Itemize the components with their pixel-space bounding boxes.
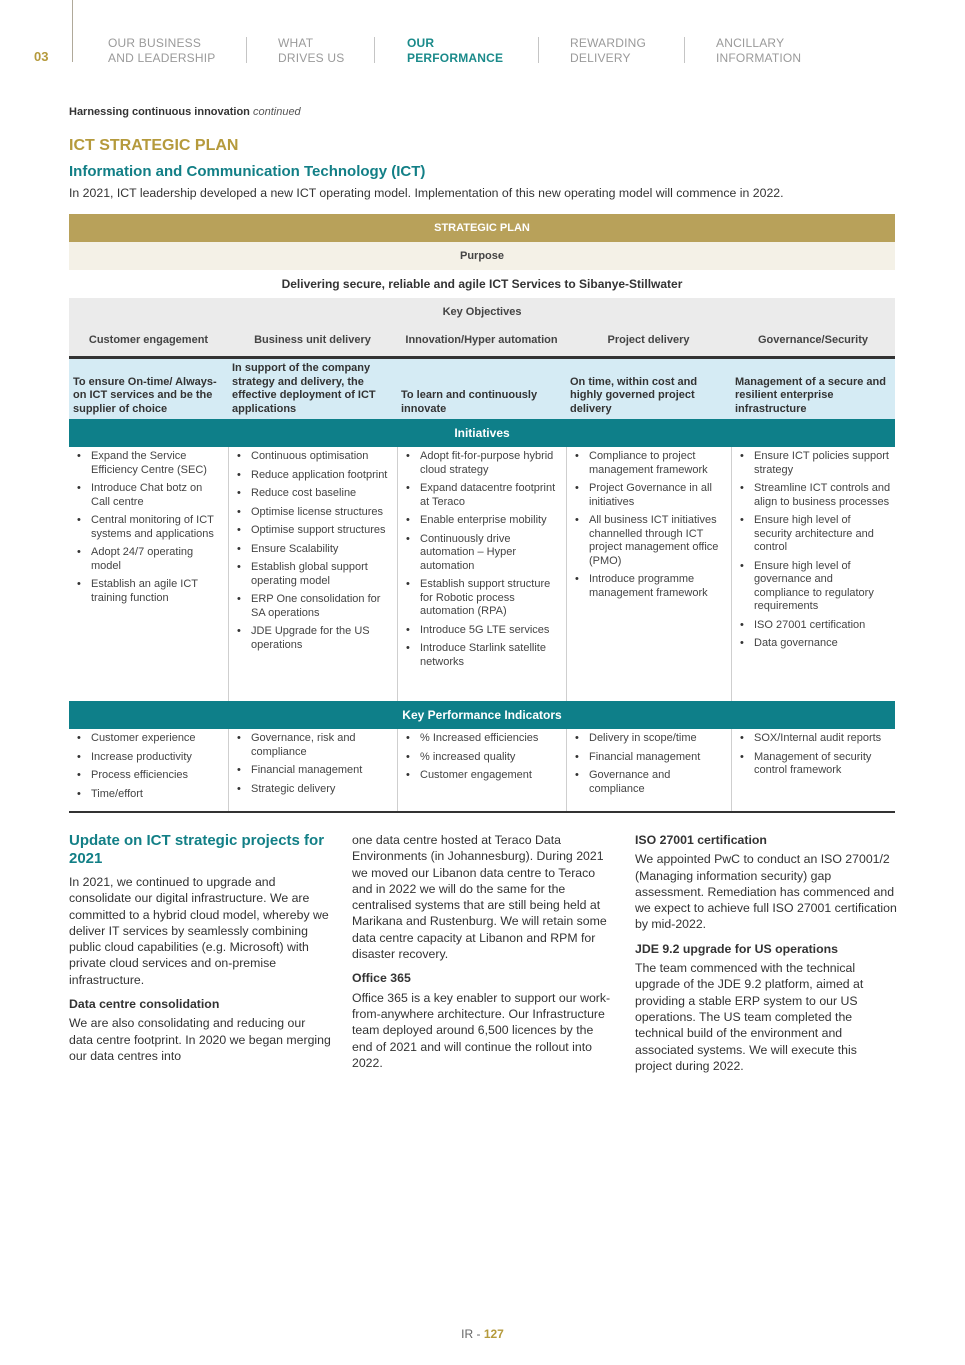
data-centre-heading: Data centre consolidation	[69, 997, 220, 1012]
list-item: • SOX/Internal audit reports	[736, 732, 891, 746]
list-item: • Optimise license structures	[233, 506, 393, 520]
strategic-plan-table	[69, 214, 895, 813]
objective-cell: In support of the company strategy and delivery, the effective deployment of ICT applications	[232, 362, 376, 415]
list-item: • % increased quality	[402, 751, 562, 765]
list-item: • Ensure high level of governance and compliance to regulatory requirements	[736, 560, 891, 614]
nav-item-line2: INFORMATION	[716, 51, 802, 65]
column-header: Business unit delivery	[254, 334, 371, 346]
nav-item-business-leadership[interactable]	[108, 36, 216, 66]
list-item: • Governance, risk and compliance	[233, 732, 393, 759]
nav-item-line2: PERFORMANCE	[407, 51, 504, 65]
purpose-text: Delivering secure, reliable and agile ICT Services to Sibanye-Stillwater	[69, 270, 895, 298]
paragraph: In 2021, we continued to upgrade and consolidate our digital infrastructure. We are committed to a hybrid cloud model, whereby we deliver IT services by seamlessly combining public cloud capabilities (e.g. Microsoft) with private cloud services and on-premise infrastructure.	[69, 875, 329, 987]
list-item: • Compliance to project management framework	[571, 450, 727, 477]
list-item: • Ensure high level of security architecture and control	[736, 514, 891, 555]
list-item: • ISO 27001 certification	[736, 619, 891, 633]
footer-prefix: IR -	[461, 1327, 484, 1341]
nav-separator	[246, 37, 247, 63]
column-header: Project delivery	[607, 334, 690, 346]
list-item: • Establish support structure for Robotic process automation (RPA)	[402, 578, 562, 619]
column-header: Customer engagement	[88, 334, 209, 346]
list-item: • Expand datacentre footprint at Teraco	[402, 482, 562, 509]
list-item: • Project Governance in all initiatives	[571, 482, 727, 509]
nav-item-line2: DELIVERY	[570, 51, 631, 65]
list-item: • Central monitoring of ICT systems and applications	[73, 514, 224, 541]
list-item: • Process efficiencies	[73, 769, 224, 783]
page-footer	[0, 1327, 965, 1341]
nav-divider-line	[72, 0, 73, 62]
nav-item-line1: OUR	[407, 36, 435, 50]
list-item: • Adopt 24/7 operating model	[73, 546, 224, 573]
list-item: • JDE Upgrade for the US operations	[233, 625, 393, 652]
kpi-cell	[731, 729, 895, 811]
column-header: Governance/Security	[757, 334, 869, 346]
list-item: • Continuous optimisation	[233, 450, 393, 464]
objectives-row	[69, 359, 895, 419]
initiatives-label: Initiatives	[69, 419, 895, 447]
nav-separator	[374, 37, 375, 63]
paragraph: We appointed PwC to conduct an ISO 27001/2 (Managing information security) gap assessment. Remediation has commenced and we expect to achieve full ISO 27001 certification by mid-2022.	[635, 852, 897, 932]
list-item: • % Increased efficiencies	[402, 732, 562, 746]
top-navigation	[0, 0, 965, 80]
nav-item-line2: DRIVES US	[278, 51, 345, 65]
page-title: ICT STRATEGIC PLAN	[69, 137, 239, 154]
nav-separator	[684, 37, 685, 63]
nav-item-line1: ANCILLARY	[716, 36, 785, 50]
list-item: • Management of security control framework	[736, 751, 891, 778]
list-item: • Customer experience	[73, 732, 224, 746]
nav-item-ancillary-information[interactable]	[716, 36, 801, 66]
list-item: • Reduce application footprint	[233, 469, 393, 483]
paragraph: one data centre hosted at Teraco Data Environments (in Johannesburg). During 2021 we moved our Libanon data centre to Teraco and in 2022 we will do the same for the centralised systems that are still being held at Marikana and Rustenburg. We will retain some data centre capacity at Libanon and RPM for disaster recovery.	[352, 833, 607, 962]
list-item: • Strategic delivery	[233, 783, 393, 797]
list-item: • Introduce Starlink satellite networks	[402, 642, 562, 669]
objective-cell: Management of a secure and resilient enterprise infrastructure	[735, 375, 886, 415]
nav-item-line1: REWARDING	[570, 36, 647, 50]
list-item: • Time/effort	[73, 788, 224, 802]
list-item: • Ensure Scalability	[233, 543, 393, 557]
column-header: Innovation/Hyper automation	[405, 334, 558, 346]
list-item: • Adopt fit-for-purpose hybrid cloud strategy	[402, 450, 562, 477]
list-item: • Continuously drive automation – Hyper automation	[402, 533, 562, 574]
list-item: • Customer engagement	[402, 769, 562, 783]
nav-item-rewarding-delivery[interactable]	[570, 36, 646, 66]
kpi-cell	[397, 729, 566, 811]
list-item: • Expand the Service Efficiency Centre (SEC)	[73, 450, 224, 477]
initiatives-cell	[731, 447, 895, 701]
key-objectives-label: Key Objectives	[69, 298, 895, 325]
list-item: • Increase productivity	[73, 751, 224, 765]
list-item: • Streamline ICT controls and align to business processes	[736, 482, 891, 509]
purpose-label: Purpose	[69, 242, 895, 270]
objective-cell: On time, within cost and highly governed project delivery	[570, 375, 698, 415]
list-item: • Introduce 5G LTE services	[402, 624, 562, 638]
list-item: • Establish an agile ICT training function	[73, 578, 224, 605]
jde-heading: JDE 9.2 upgrade for US operations	[635, 941, 838, 956]
initiatives-row	[69, 447, 895, 701]
list-item: • ERP One consolidation for SA operations	[233, 593, 393, 620]
nav-item-line1: OUR BUSINESS	[108, 36, 202, 50]
breadcrumb-title: Harnessing continuous innovation	[69, 106, 250, 118]
projects-update-heading: Update on ICT strategic projects for 2021	[69, 832, 325, 867]
section-subtitle: Information and Communication Technology (ICT)	[69, 163, 426, 180]
list-item: • Introduce programme management framework	[571, 573, 727, 600]
list-item: • Data governance	[736, 637, 891, 651]
list-item: • Delivery in scope/time	[571, 732, 727, 746]
table-title: STRATEGIC PLAN	[69, 214, 895, 242]
initiatives-cell	[397, 447, 566, 701]
kpi-cell	[566, 729, 731, 811]
list-item: • Optimise support structures	[233, 524, 393, 538]
nav-item-what-drives-us[interactable]	[278, 36, 344, 66]
nav-item-our-performance[interactable]	[407, 36, 503, 66]
list-item: • Introduce Chat botz on Call centre	[73, 482, 224, 509]
kpi-label: Key Performance Indicators	[69, 701, 895, 729]
breadcrumb	[69, 106, 301, 118]
column-header-row	[69, 325, 895, 359]
paragraph: Office 365 is a key enabler to support our work-from-anywhere architecture. Our Infrastructure team deployed around 6,500 licences by the end of 2021 and will continue the rollout into 2022.	[352, 990, 611, 1070]
objective-cell: To ensure On-time/ Always-on ICT services and be the supplier of choice	[73, 375, 217, 415]
initiatives-cell	[69, 447, 228, 701]
section-number: 03	[34, 49, 49, 64]
nav-item-line1: WHAT	[278, 36, 314, 50]
list-item: • Ensure ICT policies support strategy	[736, 450, 891, 477]
list-item: • Establish global support operating model	[233, 561, 393, 588]
initiatives-cell	[566, 447, 731, 701]
kpi-row	[69, 729, 895, 813]
list-item: • Governance and compliance	[571, 769, 727, 796]
list-item: • Financial management	[571, 751, 727, 765]
list-item: • Reduce cost baseline	[233, 487, 393, 501]
initiatives-cell	[228, 447, 397, 701]
body-column-3	[635, 826, 897, 1074]
body-column-1	[69, 832, 331, 1064]
breadcrumb-continued: continued	[252, 106, 301, 118]
iso-heading: ISO 27001 certification	[635, 833, 767, 847]
body-column-2	[352, 832, 614, 1071]
objective-cell: To learn and continuously innovate	[401, 389, 538, 415]
kpi-cell	[228, 729, 397, 811]
nav-separator	[538, 37, 539, 63]
intro-paragraph: In 2021, ICT leadership developed a new ICT operating model. Implementation of this new operating model will commence in 2022.	[69, 186, 784, 200]
paragraph: We are also consolidating and reducing our data centre footprint. In 2020 we began merging our data centres into	[69, 1016, 331, 1063]
list-item: • Enable enterprise mobility	[402, 514, 562, 528]
kpi-cell	[69, 729, 228, 811]
nav-item-line2: AND LEADERSHIP	[108, 51, 216, 65]
office-365-heading: Office 365	[352, 971, 411, 986]
page-number: 127	[483, 1327, 504, 1341]
paragraph: The team commenced with the technical upgrade of the JDE 9.2 platform, aimed at providing a stable ERP system to our US operations. The US team completed the technical build of the environment and associated systems. We will execute this project during 2022.	[635, 961, 864, 1073]
list-item: • Financial management	[233, 764, 393, 778]
list-item: • All business ICT initiatives channelled through ICT project management office (PMO)	[571, 514, 727, 568]
